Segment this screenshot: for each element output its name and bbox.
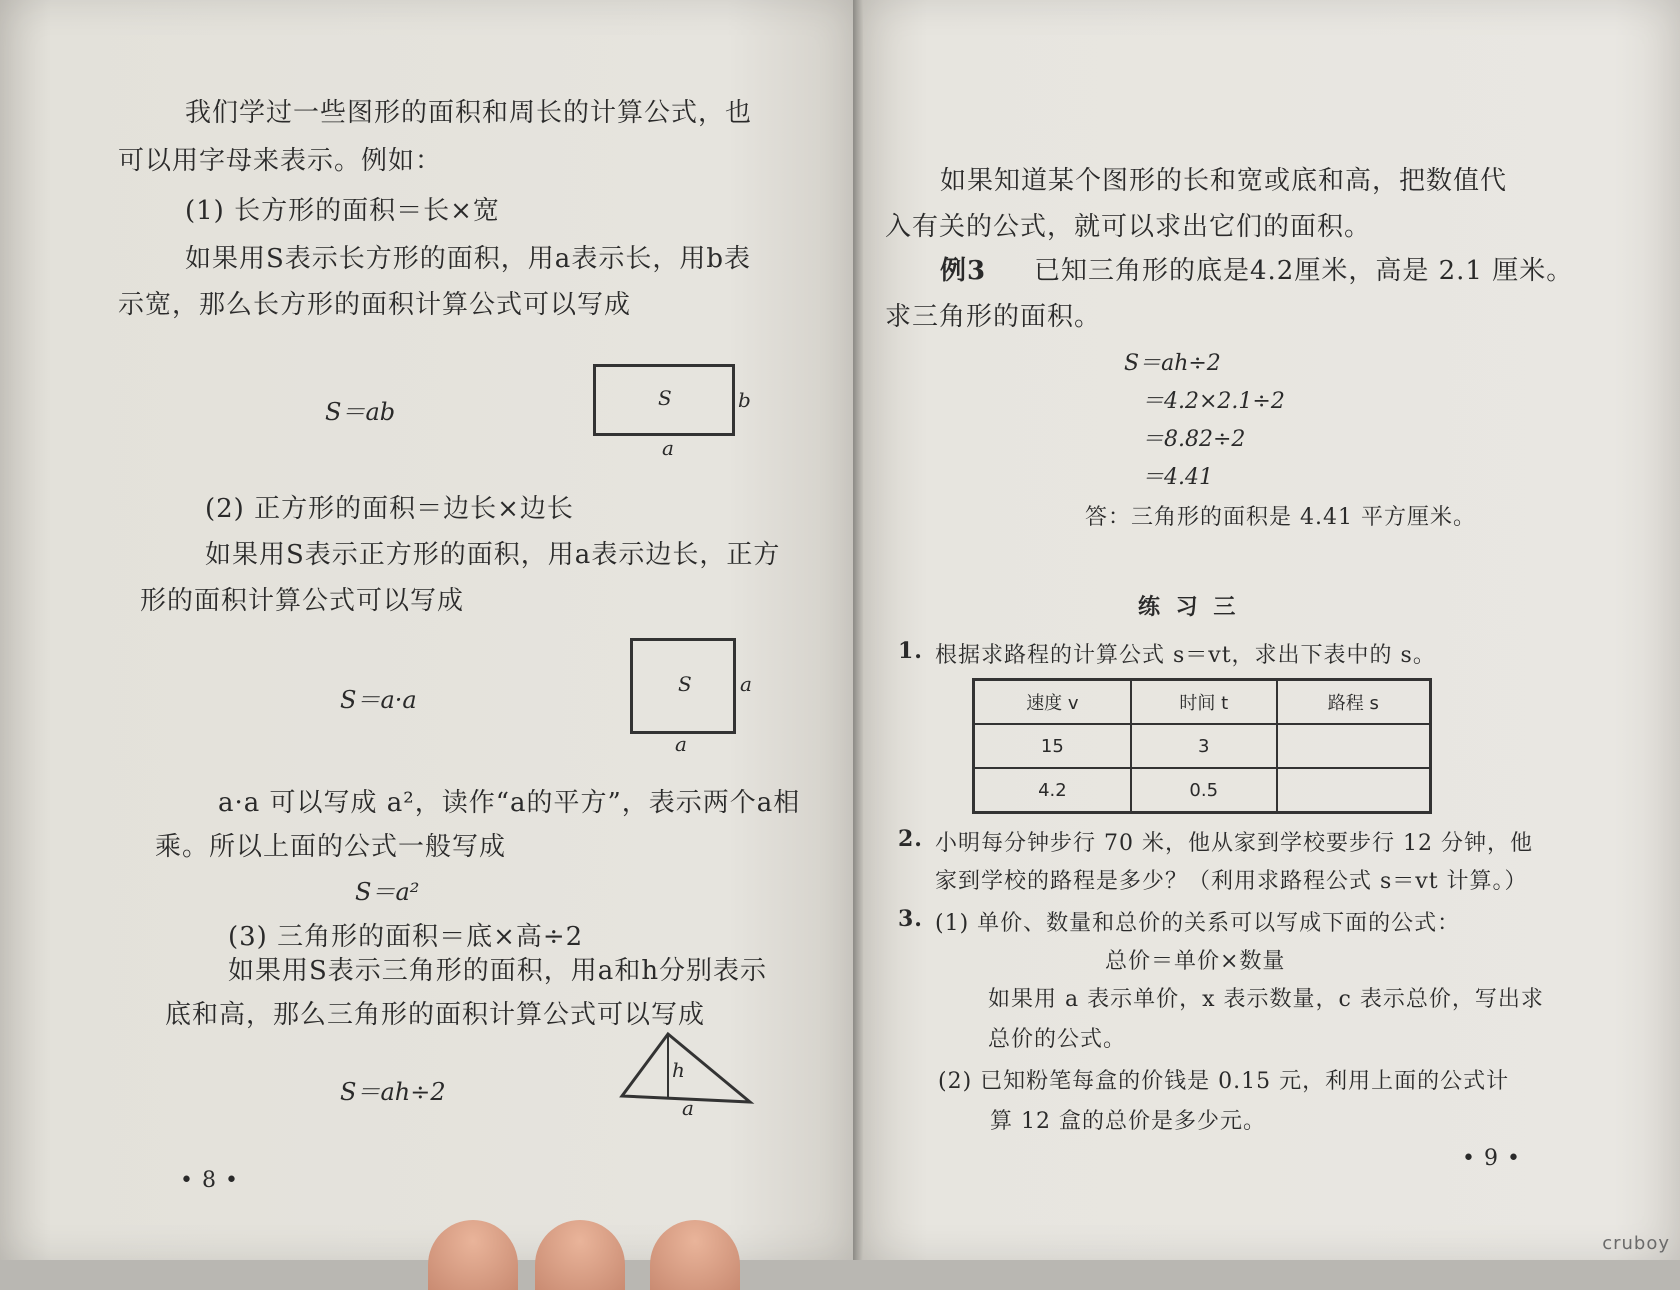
triangle-formula: S＝ah÷2 [340, 1078, 446, 1106]
rect-formula: S＝ab [325, 398, 396, 426]
triangle-label-a: a [682, 1096, 694, 1120]
q2-line-1: 小明每分钟步行 70 米，他从家到学校要步行 12 分钟，他 [935, 831, 1533, 856]
table-header-distance: 路程 s [1277, 680, 1431, 725]
table-header-time: 时间 t [1131, 680, 1277, 725]
table-cell [1277, 724, 1431, 768]
intro-line-2: 可以用字母来表示。例如： [118, 146, 443, 176]
calc-step-4: ＝4.41 [1142, 465, 1213, 490]
square-note-line-2: 乘。所以上面的公式一般写成 [155, 832, 507, 862]
rect-label-b: b [738, 388, 751, 412]
watermark: cruboy [1602, 1233, 1670, 1254]
rect-label-a: a [662, 436, 674, 460]
q2-number: 2. [898, 826, 923, 852]
item2-line-1: 如果用S表示正方形的面积，用a表示边长，正方 [205, 540, 781, 570]
q1-number: 1. [898, 638, 923, 664]
square-note-line-1: a·a 可以写成 a²，读作“a的平方”，表示两个a相 [218, 788, 801, 818]
item3-line-2: 底和高，那么三角形的面积计算公式可以写成 [165, 1000, 706, 1030]
calc-step-3: ＝8.82÷2 [1142, 427, 1246, 452]
book-gutter [853, 0, 863, 1260]
exercise-title: 练 习 三 [1138, 594, 1240, 620]
table-cell: 0.5 [1131, 768, 1277, 813]
example-line-1: 已知三角形的底是4.2厘米，高是 2.1 厘米。 [1034, 256, 1574, 286]
table-cell: 15 [974, 724, 1131, 768]
square-label-s: S [678, 672, 692, 696]
q3-part2-line-1: (2) 已知粉笔每盒的价钱是 0.15 元，利用上面的公式计 [938, 1069, 1510, 1094]
item1-line-2: 示宽，那么长方形的面积计算公式可以写成 [118, 290, 632, 320]
table-cell: 3 [1131, 724, 1277, 768]
rect-label-s: S [658, 386, 672, 410]
table-row [974, 724, 1431, 768]
item1-title: (1) 长方形的面积＝长×宽 [185, 196, 500, 226]
example-label: 例3 [940, 256, 987, 286]
triangle-label-h: h [672, 1058, 685, 1082]
item2-line-2: 形的面积计算公式可以写成 [140, 586, 465, 616]
para-line-1: 如果知道某个图形的长和宽或底和高，把数值代 [940, 166, 1508, 196]
q3-part1-line-1: (1) 单价、数量和总价的关系可以写成下面的公式： [935, 911, 1461, 936]
table-header-row [974, 680, 1431, 725]
item1-line-1: 如果用S表示长方形的面积，用a表示长，用b表 [185, 244, 751, 274]
calc-step-2: ＝4.2×2.1÷2 [1142, 389, 1285, 414]
left-page-number: • 8 • [180, 1168, 239, 1193]
q1-text: 根据求路程的计算公式 s＝vt，求出下表中的 s。 [935, 643, 1436, 668]
item2-title: (2) 正方形的面积＝边长×边长 [205, 494, 574, 524]
item3-line-1: 如果用S表示三角形的面积，用a和h分别表示 [228, 956, 768, 986]
triangle-outline [622, 1034, 750, 1102]
right-page-number: • 9 • [1462, 1146, 1521, 1171]
square-label-bottom: a [675, 732, 687, 756]
square-label-side: a [740, 672, 752, 696]
answer: 答：三角形的面积是 4.41 平方厘米。 [1085, 505, 1476, 530]
q3-part2-line-2: 算 12 盒的总价是多少元。 [990, 1109, 1266, 1134]
q3-part1-line-3: 总价的公式。 [988, 1027, 1127, 1052]
table-cell: 4.2 [974, 768, 1131, 813]
square-formula: S＝a·a [340, 686, 417, 714]
speed-time-distance-table [972, 678, 1432, 814]
para-line-2: 入有关的公式，就可以求出它们的面积。 [885, 212, 1372, 242]
table-header-speed: 速度 v [974, 680, 1131, 725]
intro-line-1: 我们学过一些图形的面积和周长的计算公式，也 [185, 98, 753, 128]
q3-formula: 总价＝单价×数量 [1105, 949, 1286, 974]
calc-step-1: S＝ah÷2 [1124, 351, 1221, 376]
item3-title: (3) 三角形的面积＝底×高÷2 [228, 922, 584, 952]
table-row [974, 768, 1431, 813]
q3-part1-line-2: 如果用 a 表示单价，x 表示数量，c 表示总价，写出求 [988, 987, 1544, 1012]
square-formula-2: S＝a² [355, 878, 420, 906]
example-line-2: 求三角形的面积。 [885, 302, 1102, 332]
table-cell [1277, 768, 1431, 813]
q3-number: 3. [898, 906, 923, 932]
q2-line-2: 家到学校的路程是多少？（利用求路程公式 s＝vt 计算。） [935, 869, 1528, 894]
